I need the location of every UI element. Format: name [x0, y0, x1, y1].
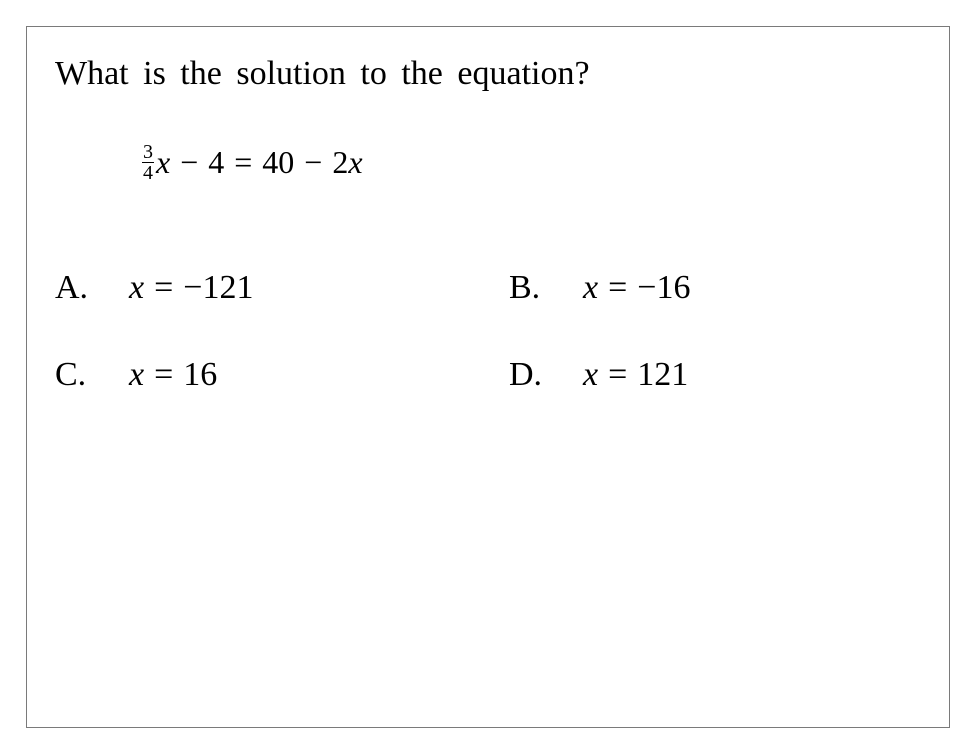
choice-relation: = [608, 269, 628, 306]
equation-right-constant: 40 [262, 143, 295, 180]
choice-letter: A. [55, 269, 89, 306]
equation-equals: = [234, 143, 253, 180]
choice-a[interactable] [55, 266, 253, 310]
choice-value: −16 [637, 269, 691, 306]
question-text: What is the solution to the equation? [55, 55, 590, 92]
equation-right-operator: − [304, 143, 323, 180]
choice-letter: D. [509, 356, 543, 393]
choice-relation: = [608, 356, 628, 393]
choice-relation: = [154, 356, 174, 393]
equation [142, 134, 363, 190]
equation-right-coefficient: 2 [332, 143, 349, 180]
equation-left-constant: 4 [208, 143, 225, 180]
choice-letter: C. [55, 356, 87, 393]
choice-d[interactable] [509, 353, 688, 397]
choice-letter: B. [509, 269, 541, 306]
choice-relation: = [154, 269, 174, 306]
fraction [142, 142, 154, 183]
fraction-numerator: 3 [143, 140, 153, 163]
choice-variable: x [129, 356, 145, 393]
choice-b[interactable] [509, 266, 690, 310]
choice-value: 16 [183, 356, 218, 393]
choice-variable: x [583, 356, 599, 393]
equation-left-variable: x [156, 143, 171, 180]
equation-right-variable: x [348, 143, 363, 180]
equation-left-operator: − [180, 143, 199, 180]
choice-value: 121 [637, 356, 689, 393]
choice-variable: x [583, 269, 599, 306]
choice-value: −121 [183, 269, 254, 306]
fraction-denominator: 4 [143, 161, 153, 184]
choice-c[interactable] [55, 353, 217, 397]
choice-variable: x [129, 269, 145, 306]
